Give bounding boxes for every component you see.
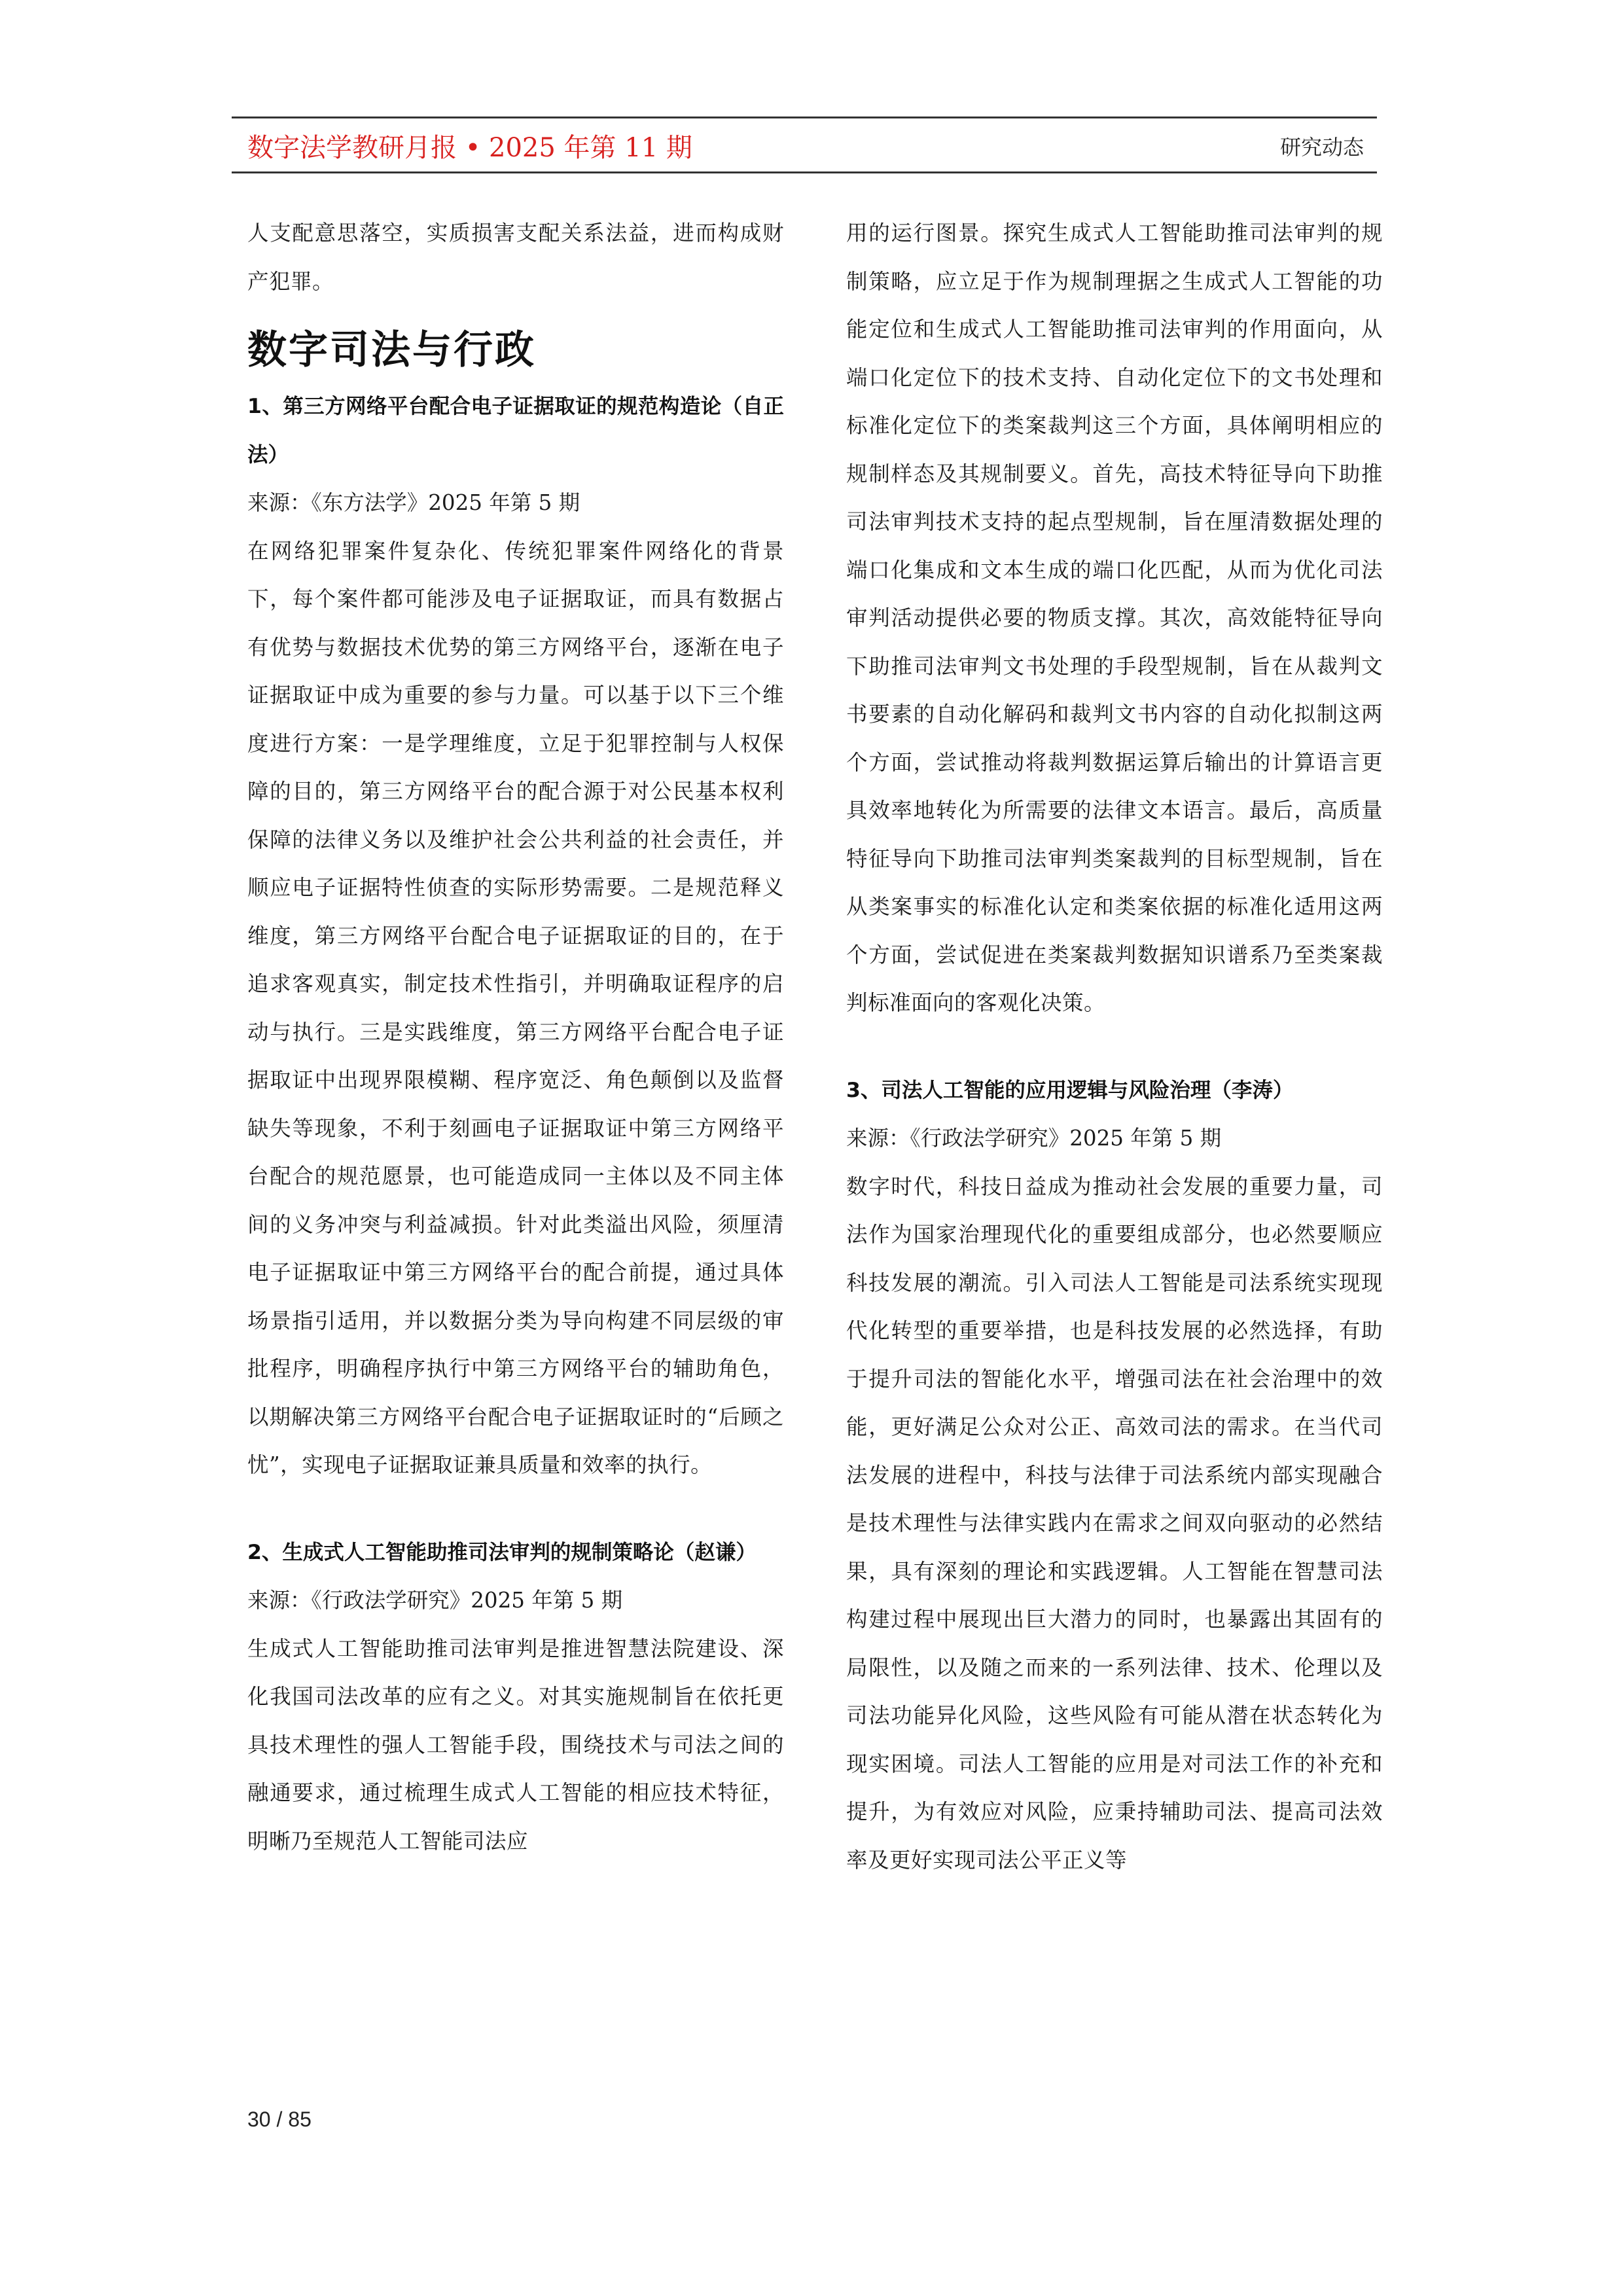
- section-tag: 研究动态: [1279, 135, 1364, 160]
- article-source: 来源：《行政法学研究》2025 年第 5 期: [247, 1588, 623, 1613]
- page-header: [232, 117, 1377, 173]
- left-column: [247, 209, 784, 1865]
- article-abstract: 在网络犯罪案件复杂化、传统犯罪案件网络化的背景下，每个案件都可能涉及电子证据取证，而具有数据占有优势与数据技术优势的第三方网络平台，逐渐在电子证据取证中成为重要的参与力量。可以基于以下三个维度进行方案：一是学理维度，立足于犯罪控制与人权保障的目的，第三方网络平台的配合源于对公民基本权利保障的法律义务以及维护社会公共利益的社会责任，并顺应电子证据特性侦查的实际形势需要。二是规范释义维度，第三方网络平台配合电子证据取证的目的，在于追求客观真实，制定技术性指引，并明确取证程序的启动与执行。三是实践维度，第三方网络平台配合电子证据取证中出现界限模糊、程序宽泛、角色颠倒以及监督缺失等现象，不利于刻画电子证据取证中第三方网络平台配合的规范愿景，也可能造成同一主体以及不同主体间的义务冲突与利益减损。针对此类溢出风险，须厘清电子证据取证中第三方网络平台的配合前提，通过具体场景指引适用，并以数据分类为导向构建不同层级的审批程序，明确程序执行中第三方网络平台的辅助角色，以期解决第三方网络平台配合电子证据取证时的“后顾之忧”，实现电子证据取证兼具质量和效率的执行。: [247, 538, 784, 1477]
- article-title: 3、司法人工智能的应用逻辑与风险治理（李涛）: [846, 1078, 1294, 1102]
- journal-title: 数字法学教研月报 • 2025 年第 11 期: [247, 133, 692, 163]
- page-number: 30 / 85: [247, 2108, 312, 2131]
- article-2: [247, 1529, 784, 1866]
- article-1: [247, 383, 784, 1490]
- article-abstract-continued: 用的运行图景。探究生成式人工智能助推司法审判的规制策略，应立足于作为规制理据之生成式人工智能的功能定位和生成式人工智能助推司法审判的作用面向，从端口化定位下的技术支持、自动化定位下的文书处理和标准化定位下的类案裁判这三个方面，具体阐明相应的规制样态及其规制要义。首先，高技术特征导向下助推司法审判技术支持的起点型规制，旨在厘清数据处理的端口化集成和文本生成的端口化匹配，从而为优化司法审判活动提供必要的物质支撑。其次，高效能特征导向下助推司法审判文书处理的手段型规制，旨在从裁判文书要素的自动化解码和裁判文书内容的自动化拟制这两个方面，尝试推动将裁判数据运算后输出的计算语言更具效率地转化为所需要的法律文本语言。最后，高质量特征导向下助推司法审判类案裁判的目标型规制，旨在从类案事实的标准化认定和类案依据的标准化适用这两个方面，尝试促进在类案裁判数据知识谱系乃至类案裁判标准面向的客观化决策。: [846, 221, 1383, 1015]
- article-source: 来源：《东方法学》2025 年第 5 期: [247, 490, 580, 515]
- right-column: [846, 209, 1383, 1884]
- section-title: 数字司法与行政: [247, 327, 536, 373]
- continued-paragraph: 人支配意思落空，实质损害支配关系法益，进而构成财产犯罪。: [247, 221, 784, 294]
- article-3: [846, 1067, 1383, 1885]
- header-top-rule: [232, 117, 1377, 118]
- header-bottom-rule: [232, 171, 1377, 173]
- spacer: [846, 1028, 1383, 1067]
- article-title: 2、生成式人工智能助推司法审判的规制策略论（赵谦）: [247, 1540, 757, 1564]
- article-source: 来源：《行政法学研究》2025 年第 5 期: [846, 1126, 1222, 1151]
- article-abstract: 生成式人工智能助推司法审判是推进智慧法院建设、深化我国司法改革的应有之义。对其实施规制旨在依托更具技术理性的强人工智能手段，围绕技术与司法之间的融通要求，通过梳理生成式人工智能的相应技术特征，明晰乃至规范人工智能司法应: [247, 1636, 784, 1854]
- article-title: 1、第三方网络平台配合电子证据取证的规范构造论（自正法）: [247, 395, 784, 467]
- article-abstract: 数字时代，科技日益成为推动社会发展的重要力量，司法作为国家治理现代化的重要组成部分，也必然要顺应科技发展的潮流。引入司法人工智能是司法系统实现现代化转型的重要举措，也是科技发展的必然选择，有助于提升司法的智能化水平，增强司法在社会治理中的效能，更好满足公众对公正、高效司法的需求。在当代司法发展的进程中，科技与法律于司法系统内部实现融合是技术理性与法律实践内在需求之间双向驱动的必然结果，具有深刻的理论和实践逻辑。人工智能在智慧司法构建过程中展现出巨大潜力的同时，也暴露出其固有的局限性，以及随之而来的一系列法律、技术、伦理以及司法功能异化风险，这些风险有可能从潜在状态转化为现实困境。司法人工智能的应用是对司法工作的补充和提升，为有效应对风险，应秉持辅助司法、提高司法效率及更好实现司法公平正义等: [846, 1174, 1383, 1873]
- spacer: [247, 1490, 784, 1529]
